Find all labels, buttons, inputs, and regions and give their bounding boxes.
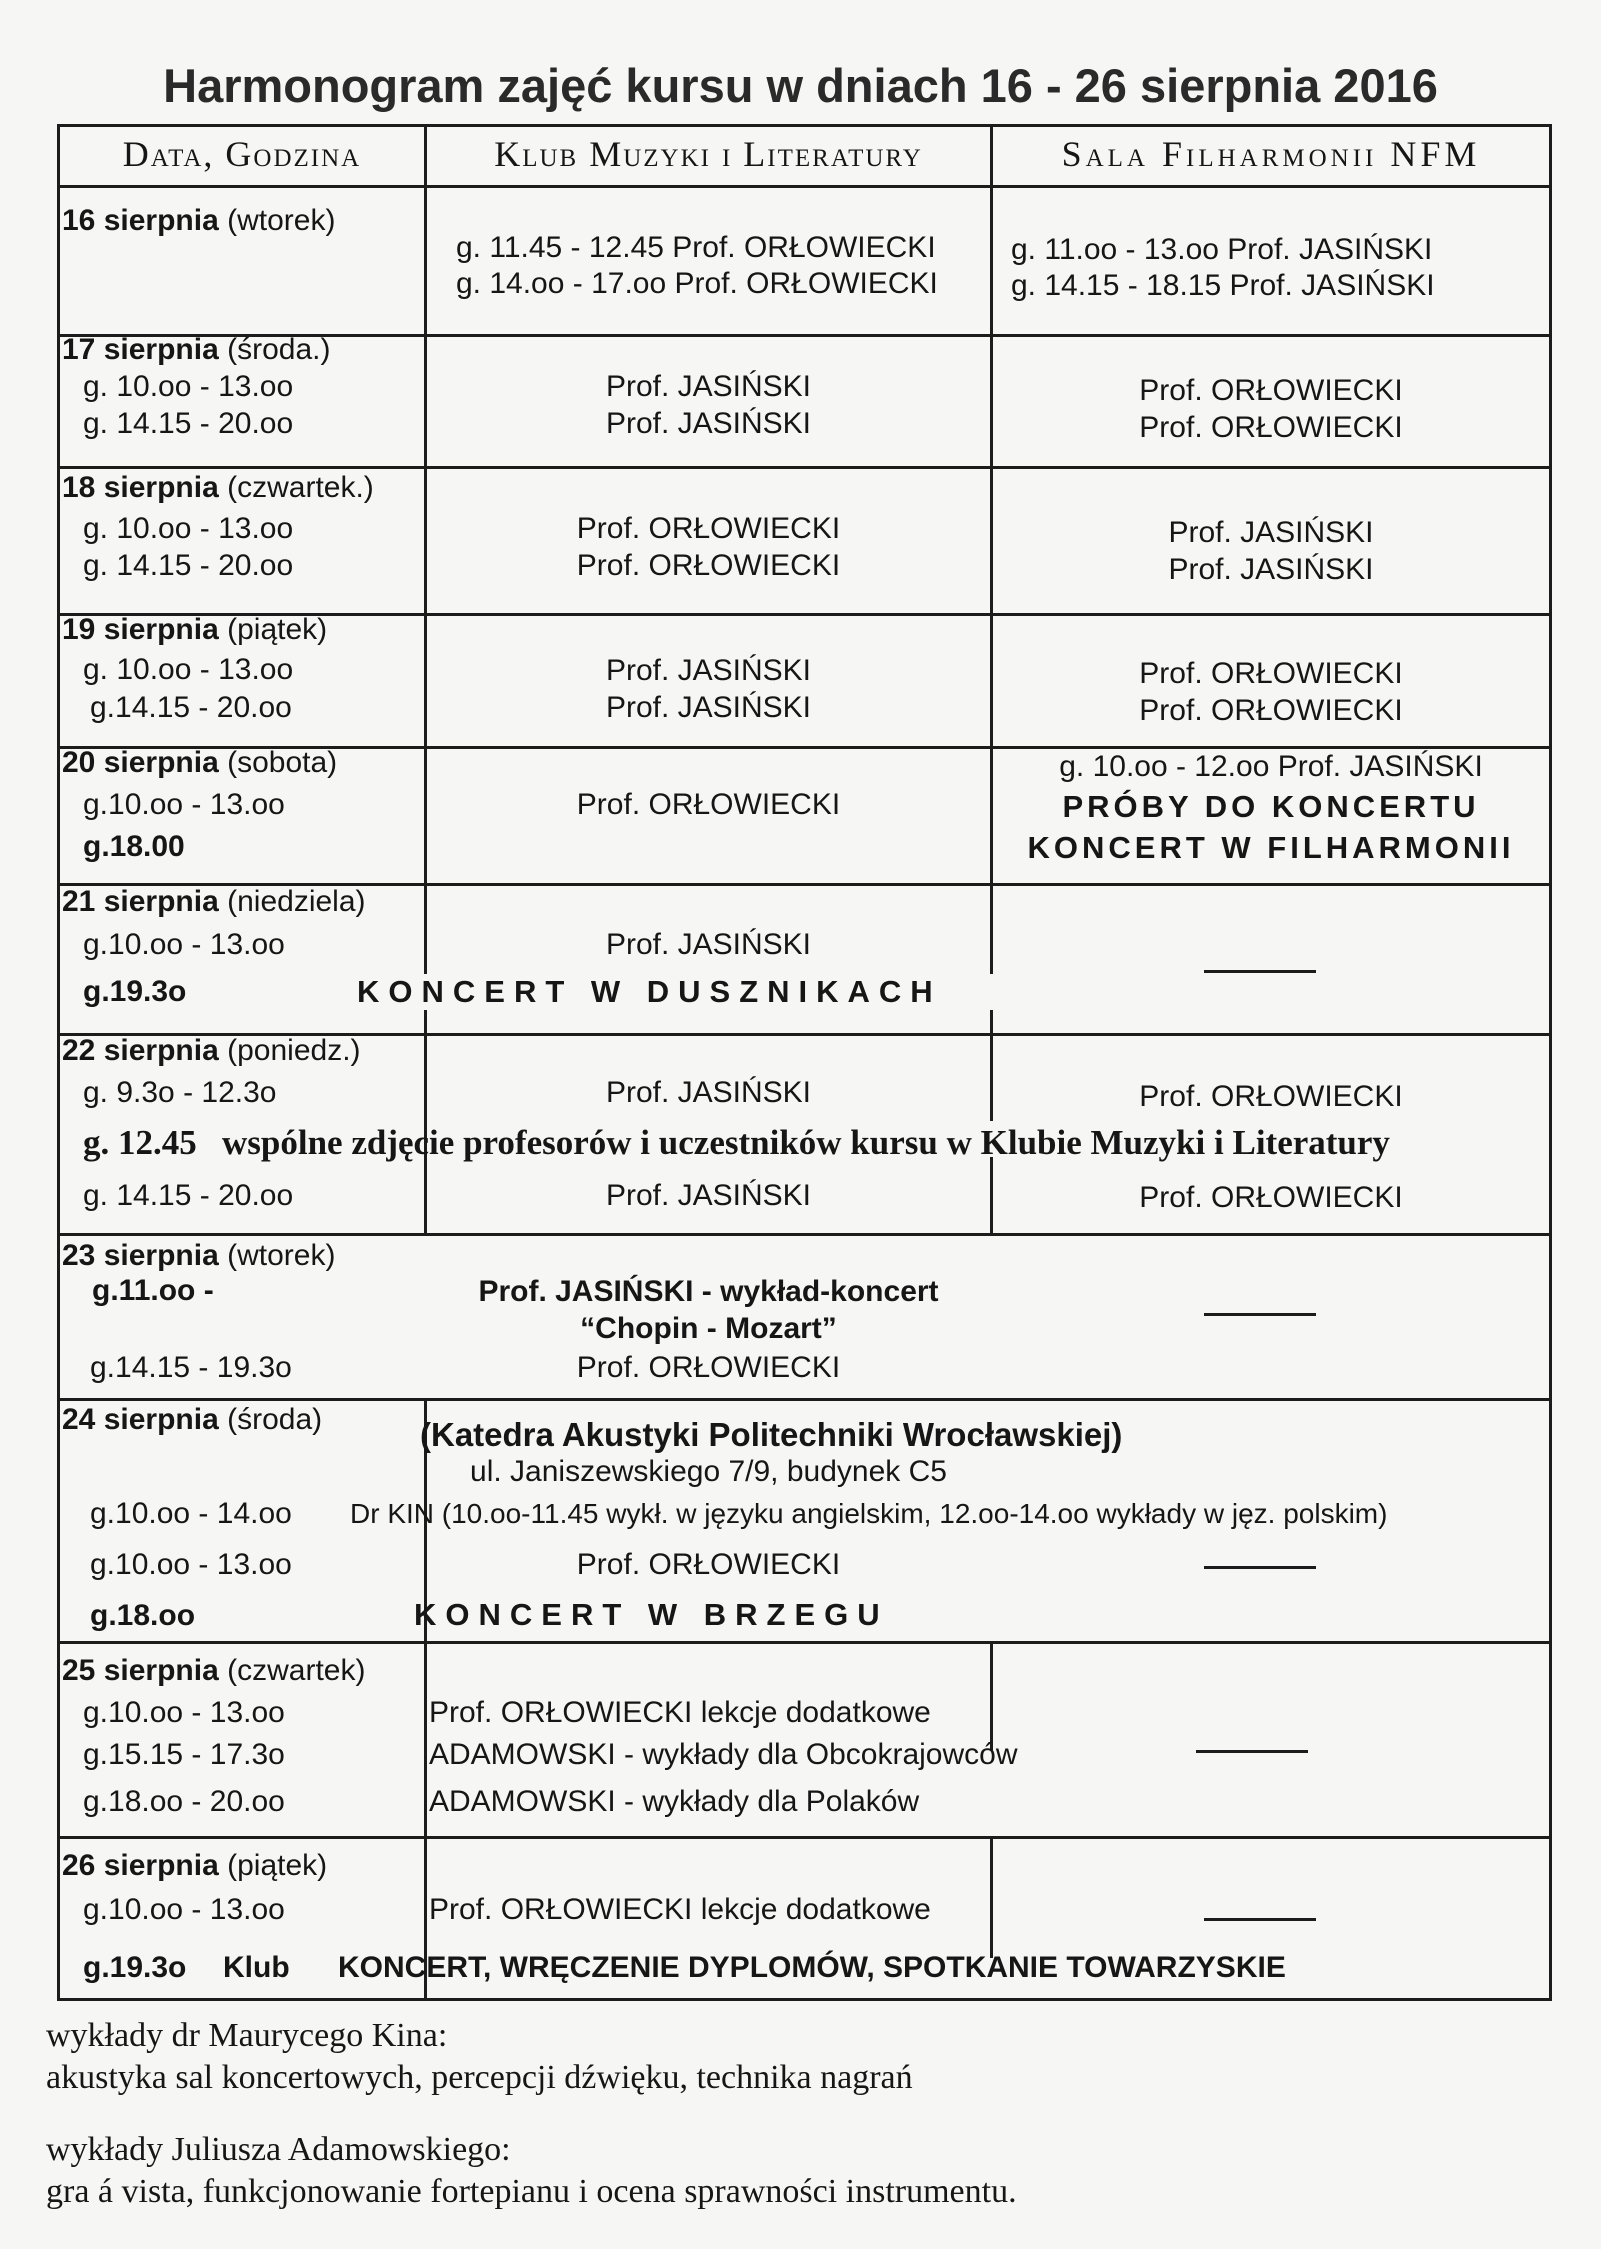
empty-cell-dash: [1204, 1566, 1316, 1569]
venue-title: (Katedra Akustyki Politechniki Wrocławskiej): [420, 1416, 1123, 1453]
cell-hall: Prof. ORŁOWIECKI: [1139, 694, 1403, 727]
header-hall: Sala Filharmonii NFM: [1061, 134, 1481, 174]
venue-label: Klub: [223, 1951, 290, 1984]
empty-cell-dash: [1204, 970, 1316, 973]
time-label: g.10.oo - 13.oo: [83, 928, 285, 961]
time-label: g.10.oo - 13.oo: [90, 1548, 292, 1581]
cell-club: Prof. ORŁOWIECKI: [576, 512, 841, 545]
venue-address: ul. Janiszewskiego 7/9, budynek C5: [470, 1455, 947, 1488]
cell-club: ADAMOWSKI - wykłady dla Obcokrajowców: [429, 1738, 1018, 1771]
photo-note: wspólne zdjęcie profesorów i uczestników kursu w Klubie Muzyki i Literatury: [222, 1123, 1390, 1162]
table-border-left: [57, 124, 60, 2001]
cell-hall: g. 10.oo - 12.oo Prof. JASIŃSKI: [1059, 750, 1483, 783]
kin-lecture: Dr KIN (10.oo-11.45 wykł. w języku angielskim, 12.oo-14.oo wykłady w jęz. polskim): [350, 1498, 1388, 1529]
time-label: g.14.15 - 20.oo: [90, 691, 292, 724]
day-label: 16 sierpnia (wtorek): [62, 204, 336, 237]
row-divider: [57, 1398, 1552, 1401]
cell-club: Prof. ORŁOWIECKI: [576, 788, 841, 821]
cell-hall: Prof. ORŁOWIECKI: [1139, 657, 1403, 690]
time-label: g. 10.oo - 13.oo: [83, 653, 294, 686]
cell-club: Prof. ORŁOWIECKI lekcje dodatkowe: [429, 1696, 931, 1729]
header-club: Klub Muzyki i Literatury: [494, 134, 923, 174]
concert-event: KONCERT W DUSZNIKACH: [357, 974, 942, 1009]
time-label: g.10.oo - 13.oo: [83, 1696, 285, 1729]
footer-kin-title: wykłady dr Maurycego Kina:: [46, 2017, 448, 2054]
cell-club: Prof. ORŁOWIECKI: [576, 1548, 841, 1581]
footer-kin-text: akustyka sal koncertowych, percepcji dźwięku, technika nagrań: [46, 2059, 913, 2096]
time-label: g.18.oo - 20.oo: [83, 1785, 285, 1818]
table-border-bottom: [57, 1998, 1552, 2001]
time-label: g.14.15 - 19.3o: [90, 1351, 292, 1384]
cell-club: Prof. JASIŃSKI: [605, 1076, 812, 1109]
time-label: g. 14.15 - 20.oo: [83, 1179, 294, 1212]
time-label: g. 14.15 - 20.oo: [83, 407, 294, 440]
cell-hall: Prof. JASIŃSKI: [1168, 553, 1374, 586]
time-label: g. 14.15 - 20.oo: [83, 549, 294, 582]
footer-adam-text: gra á vista, funkcjonowanie fortepianu i ocena sprawności instrumentu.: [46, 2173, 1017, 2210]
time-label: g.19.3o: [83, 975, 187, 1008]
cell-hall: Prof. JASIŃSKI: [1168, 516, 1374, 549]
day-label: 25 sierpnia (czwartek): [62, 1654, 366, 1687]
time-label: g. 12.45: [83, 1123, 197, 1162]
time-label: g.19.3o: [83, 1951, 187, 1984]
cell-club: Prof. JASIŃSKI: [605, 1179, 812, 1212]
row-divider: [57, 466, 1552, 469]
footer-adam-title: wykłady Juliusza Adamowskiego:: [46, 2131, 511, 2168]
cell-hall: g. 14.15 - 18.15 Prof. JASIŃSKI: [1011, 269, 1435, 302]
table-border-right: [1549, 124, 1552, 2001]
time-label: g.18.00: [83, 830, 185, 863]
lecture-concert: Prof. JASIŃSKI - wykład-koncert: [478, 1275, 939, 1308]
cell-club: Prof. ORŁOWIECKI: [576, 1351, 841, 1384]
cell-club: Prof. JASIŃSKI: [605, 407, 812, 440]
time-label: g.18.oo: [90, 1599, 196, 1632]
cell-hall: Prof. ORŁOWIECKI: [1139, 411, 1403, 444]
column-divider: [990, 1641, 993, 1751]
day-label: 24 sierpnia (środa): [62, 1403, 323, 1436]
day-label: 18 sierpnia (czwartek.): [62, 471, 374, 504]
empty-cell-dash: [1204, 1313, 1316, 1316]
header-date: Data, Godzina: [122, 134, 362, 174]
header-divider: [57, 185, 1552, 188]
row-divider: [57, 1233, 1552, 1236]
time-label: g.10.oo - 13.oo: [83, 1893, 285, 1926]
time-label: g.11.oo -: [92, 1274, 214, 1307]
day-label: 19 sierpnia (piątek): [62, 613, 328, 646]
time-label: g. 10.oo - 13.oo: [83, 512, 294, 545]
day-label: 22 sierpnia (poniedz.): [62, 1034, 361, 1067]
cell-club: Prof. ORŁOWIECKI: [576, 549, 841, 582]
cell-hall: Prof. ORŁOWIECKI: [1139, 1181, 1403, 1214]
day-label: 20 sierpnia (sobota): [62, 746, 338, 779]
day-label: 21 sierpnia (niedziela): [62, 885, 366, 918]
day-label: 26 sierpnia (piątek): [62, 1849, 328, 1882]
cell-club: Prof. JASIŃSKI: [605, 928, 812, 961]
time-label: g.15.15 - 17.3o: [83, 1738, 285, 1771]
cell-club: g. 14.oo - 17.oo Prof. ORŁOWIECKI: [456, 267, 938, 300]
concert-note: KONCERT W FILHARMONII: [1027, 830, 1515, 865]
column-divider: [990, 1836, 993, 1958]
closing-event: KONCERT, WRĘCZENIE DYPLOMÓW, SPOTKANIE TOWARZYSKIE: [338, 1951, 1286, 1984]
cell-club: Prof. JASIŃSKI: [605, 370, 812, 403]
cell-hall: Prof. ORŁOWIECKI: [1139, 1080, 1403, 1113]
cell-hall: g. 11.oo - 13.oo Prof. JASIŃSKI: [1011, 233, 1433, 266]
cell-club: Prof. ORŁOWIECKI lekcje dodatkowe: [429, 1893, 931, 1926]
table-border-top: [57, 124, 1552, 127]
time-label: g.10.oo - 14.oo: [90, 1497, 292, 1530]
time-label: g. 10.oo - 13.oo: [83, 370, 294, 403]
lecture-concert-title: “Chopin - Mozart”: [580, 1312, 837, 1345]
page-title: Harmonogram zajęć kursu w dniach 16 - 26 sierpnia 2016: [163, 59, 1438, 112]
time-label: g. 9.3o - 12.3o: [83, 1076, 277, 1109]
concert-event: KONCERT W BRZEGU: [414, 1597, 889, 1632]
cell-club: Prof. JASIŃSKI: [605, 691, 812, 724]
rehearsal-note: PRÓBY DO KONCERTU: [1062, 789, 1480, 824]
day-label: 17 sierpnia (środa.): [62, 333, 331, 366]
cell-club: Prof. JASIŃSKI: [605, 654, 812, 687]
row-divider: [57, 1641, 1552, 1644]
row-divider: [57, 1836, 1552, 1839]
empty-cell-dash: [1196, 1750, 1308, 1753]
cell-club: ADAMOWSKI - wykłady dla Polaków: [429, 1785, 920, 1818]
time-label: g.10.oo - 13.oo: [83, 788, 285, 821]
cell-hall: Prof. ORŁOWIECKI: [1139, 374, 1403, 407]
day-label: 23 sierpnia (wtorek): [62, 1239, 336, 1272]
empty-cell-dash: [1204, 1918, 1316, 1921]
cell-club: g. 11.45 - 12.45 Prof. ORŁOWIECKI: [456, 231, 936, 264]
